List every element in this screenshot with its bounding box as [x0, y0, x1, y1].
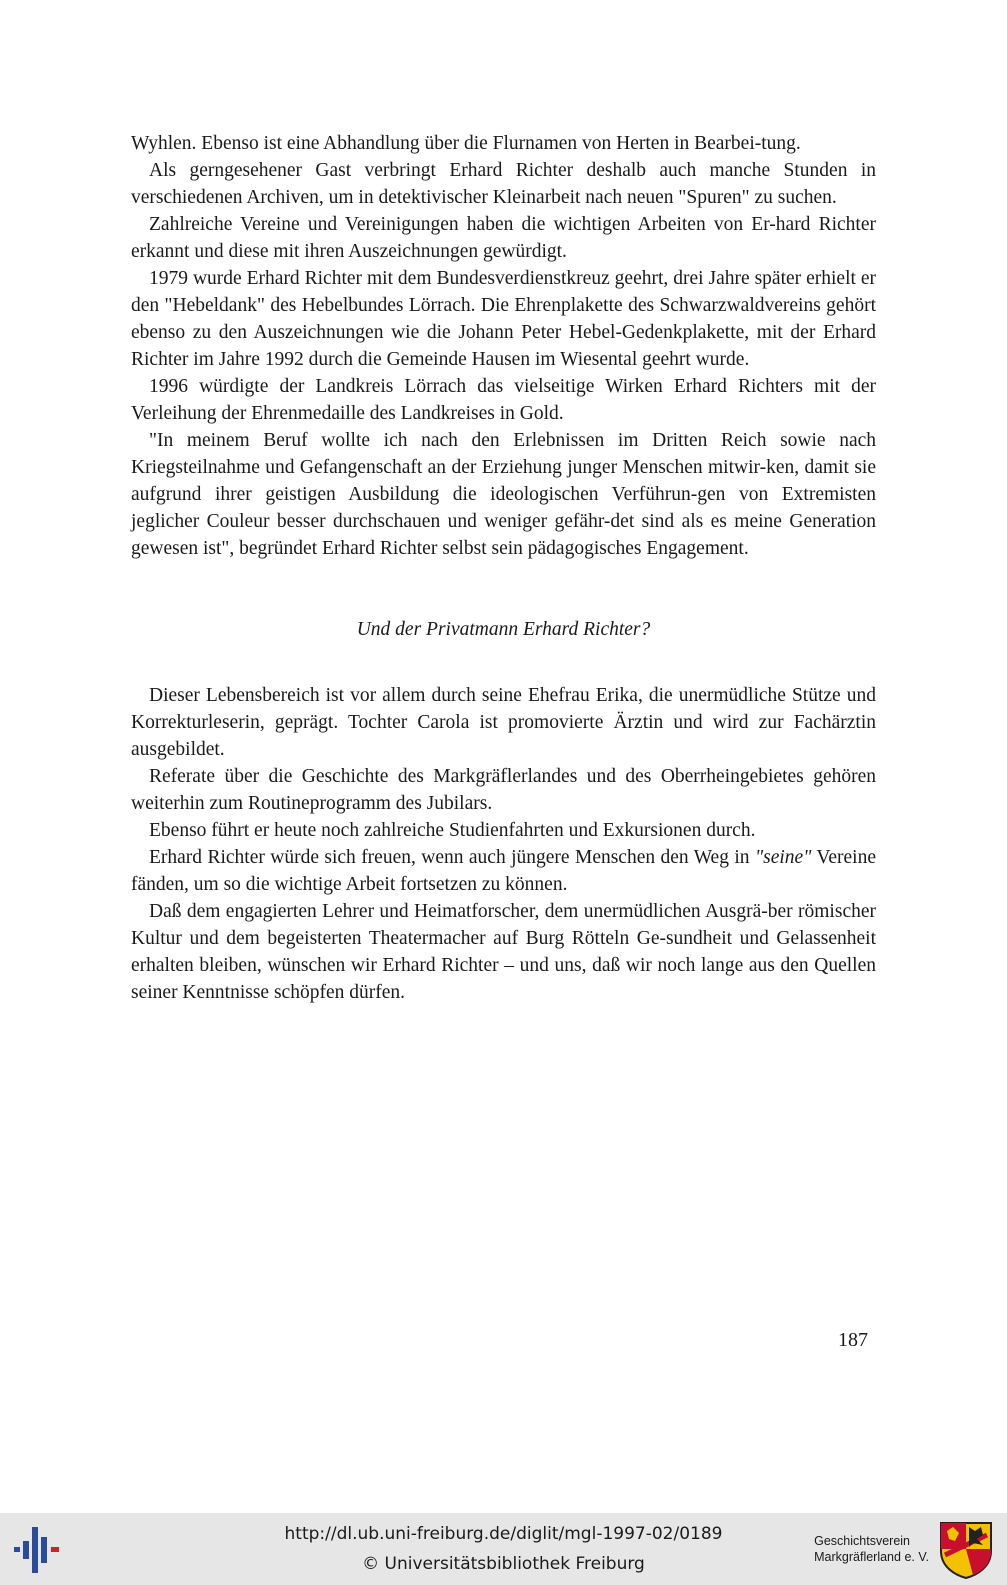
- paragraph: Ebenso führt er heute noch zahlreiche Studienfahrten und Exkursionen durch.: [149, 820, 756, 841]
- page-body: [131, 130, 876, 1006]
- society-name: [814, 1533, 929, 1565]
- paragraph-text: Erhard Richter würde sich freuen, wenn auch jüngere Menschen den Weg in: [149, 847, 755, 868]
- document-url-link[interactable]: http://dl.ub.uni-freiburg.de/diglit/mgl-1997-02/0189: [284, 1524, 723, 1544]
- section-heading: Und der Privatmann Erhard Richter?: [356, 619, 651, 640]
- society-name-line: Markgräflerland e. V.: [814, 1550, 929, 1564]
- footer-bar: [0, 1513, 1007, 1585]
- paragraph: Dieser Lebensbereich ist vor allem durch seine Ehefrau Erika, die unermüdliche Stütze und Korrekturleserin, geprägt. Tochter Carola ist promovierte Ärztin und wird zur Fachärztin ausgebildet.: [131, 685, 876, 760]
- paragraph: 1979 wurde Erhard Richter mit dem Bundesverdienstkreuz geehrt, drei Jahre später erhielt er den "Hebeldank" des Hebelbundes Lörrach. Die Ehrenplakette des Schwarzwaldvereins gehört ebenso zu den Auszeichnungen wie die Johann Peter Hebel-Gedenkplakette, mit der Erhard Richter im Jahre 1992 durch die Gemeinde Hausen im Wiesental geehrt wurde.: [131, 268, 876, 370]
- coat-of-arms-icon[interactable]: [939, 1521, 993, 1579]
- paragraph: Als gerngesehener Gast verbringt Erhard Richter deshalb auch manche Stunden in verschiedenen Archiven, um in detektivischer Kleinarbeit nach neuen "Spuren" zu suchen.: [131, 160, 876, 208]
- copyright-text: © Universitätsbibliothek Freiburg: [362, 1554, 645, 1574]
- paragraph: Wyhlen. Ebenso ist eine Abhandlung über die Flurnamen von Herten in Bearbei-tung.: [131, 133, 801, 154]
- paragraph: "In meinem Beruf wollte ich nach den Erlebnissen im Dritten Reich sowie nach Kriegsteilnahme und Gefangenschaft an der Erziehung junger Menschen mitwir-ken, damit sie aufgrund ihrer geistigen Ausbildung die ideologischen Verführun-gen von Extremisten jeglicher Couleur besser durchschauen und weniger gefähr-det sind als es meine Generation gewesen ist", begründet Erhard Richter selbst sein pädagogisches Engagement.: [131, 430, 876, 559]
- paragraph: Daß dem engagierten Lehrer und Heimatforscher, dem unermüdlichen Ausgrä-ber römischer Kultur und dem begeisterten Theatermacher auf Burg Rötteln Ge-sundheit und Gelassenheit erhalten bleiben, wünschen wir Erhard Richter – und uns, daß wir noch lange aus den Quellen seiner Kenntnisse schöpfen dürfen.: [131, 901, 876, 1003]
- paragraph: Zahlreiche Vereine und Vereinigungen haben die wichtigen Arbeiten von Er-hard Richter erkannt und diese mit ihren Auszeichnungen gewürdigt.: [131, 214, 876, 262]
- paragraph-seine: [131, 844, 876, 898]
- emphasis-seine: "seine": [754, 847, 812, 868]
- paragraph-text: Vereine fänden, um so die wichtige Arbeit fortsetzen zu können.: [131, 847, 876, 895]
- page-number: 187: [838, 1329, 868, 1351]
- paragraph: 1996 würdigte der Landkreis Lörrach das vielseitige Wirken Erhard Richters mit der Verleihung der Ehrenmedaille des Landkreises in Gold.: [131, 376, 876, 424]
- society-name-line: Geschichtsverein: [814, 1534, 910, 1548]
- paragraph: Referate über die Geschichte des Markgräflerlandes und des Oberrheingebietes gehören weiterhin zum Routineprogramm des Jubilars.: [131, 766, 876, 814]
